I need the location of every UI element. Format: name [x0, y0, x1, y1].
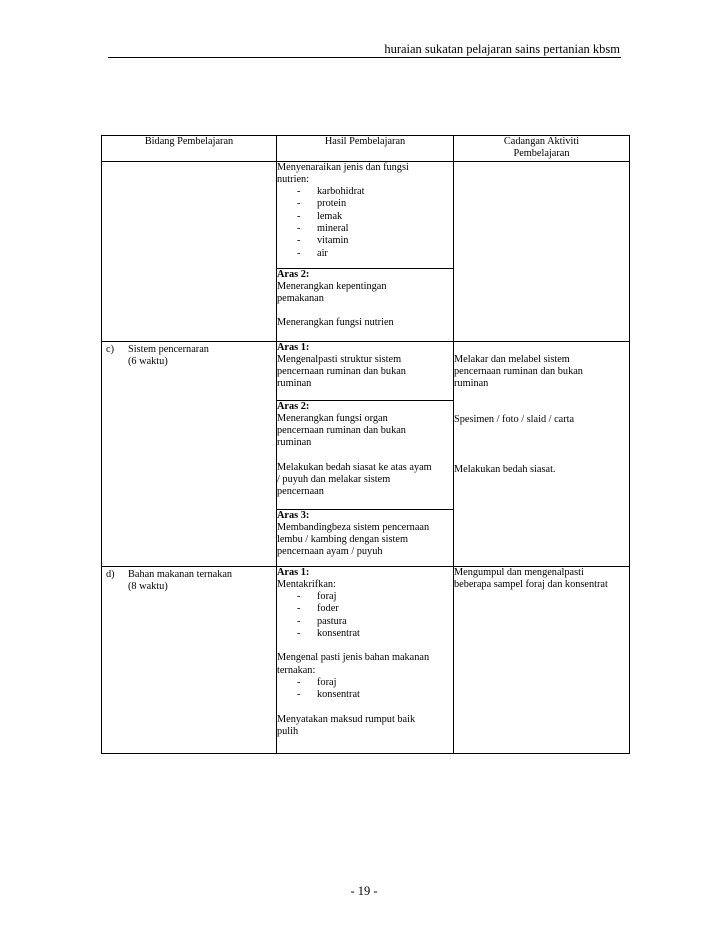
area-cell: c) Sistem pencernaran (6 waktu): [102, 341, 277, 566]
area-cell: d) Bahan makanan ternakan (8 waktu): [102, 566, 277, 753]
outcome-cell: Aras 2: Menerangkan fungsi organ pencernaan ruminan dan bukan ruminan Melakukan bedah siasat ke atas ayam / puyuh dan melakar sistem pencernaan: [277, 400, 454, 509]
list-item: - konsentrat: [297, 689, 360, 701]
list-item: - pastura: [297, 615, 347, 627]
table-row: [102, 566, 630, 753]
list-item: - lemak: [297, 210, 343, 222]
table-header-row: [102, 136, 630, 162]
outcome-cell: Aras 1: Mengenalpasti struktur sistem pencernaan ruminan dan bukan ruminan: [277, 341, 454, 400]
activity-cell: Mengumpul dan mengenalpasti beberapa sampel foraj dan konsentrat: [454, 566, 630, 753]
outcome-cell: Aras 2: Menerangkan kepentingan pemakanan Menerangkan fungsi nutrien: [277, 268, 454, 341]
list-item: - karbohidrat: [297, 186, 365, 198]
outcome-cell: Menyenaraikan jenis dan fungsi nutrien: - karbohidrat - protein - lemak - mineral - vitamin - air: [277, 161, 454, 268]
running-header: huraian sukatan pelajaran sains pertanian kbsm: [384, 42, 620, 56]
activity-cell: Melakar dan melabel sistem pencernaan ruminan dan bukan ruminan Spesimen / foto / slaid / carta Melakukan bedah siasat.: [454, 341, 630, 566]
list-item: - mineral: [297, 223, 349, 235]
activity-cell-empty: [454, 161, 630, 341]
col-header-bidang: Bidang Pembelajaran: [102, 136, 277, 162]
table-row: [102, 161, 630, 268]
table-row: [102, 341, 630, 400]
header-rule: [108, 57, 621, 58]
list-item: - protein: [297, 198, 347, 210]
list-item: - air: [297, 247, 328, 259]
list-item: - foraj: [297, 591, 337, 603]
list-item: - foder: [297, 603, 339, 615]
list-item: - vitamin: [297, 235, 349, 247]
list-item: - konsentrat: [297, 628, 360, 640]
curriculum-table: [101, 135, 630, 754]
col-header-cadangan: Cadangan Aktiviti Pembelajaran: [454, 136, 630, 162]
list-item: - foraj: [297, 676, 337, 688]
outcome-cell: Aras 3: Membandingbeza sistem pencernaan lembu / kambing dengan sistem pencernaan ayam / puyuh: [277, 509, 454, 566]
outcome-cell: Aras 1: Mentakrifkan: - foraj - foder - pastura - konsentrat Mengenal pasti jenis bahan makanan ternakan: - foraj - konsentrat Menyatakan maksud rumput baik pulih: [277, 566, 454, 753]
area-cell-empty: [102, 161, 277, 341]
page-number: - 19 -: [350, 884, 378, 898]
col-header-hasil: Hasil Pembelajaran: [277, 136, 454, 162]
